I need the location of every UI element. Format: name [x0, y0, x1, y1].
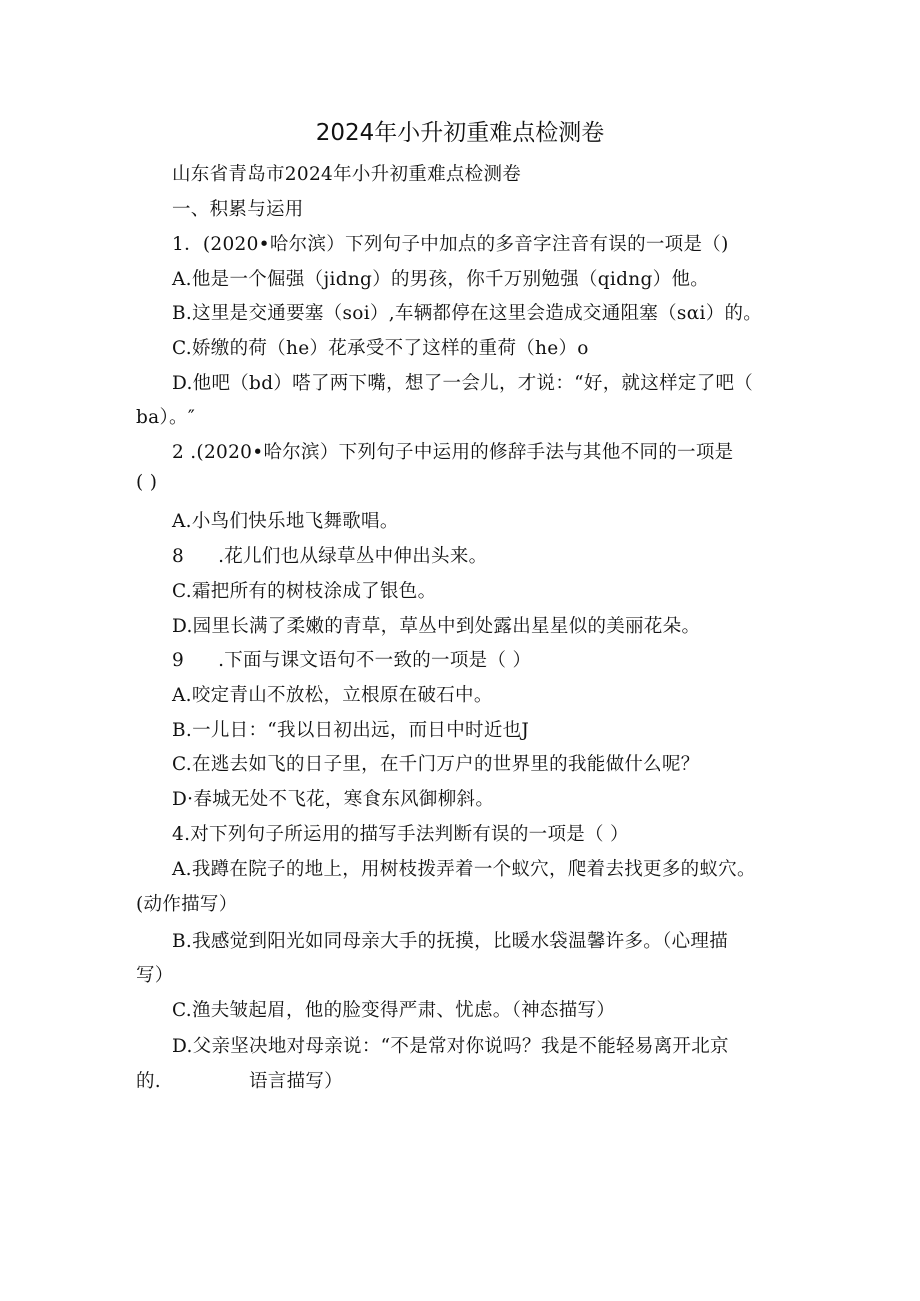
- question-4-option-d-line1: D.父亲坚决地对母亲说：“不是常对你说吗？我是不能轻易离开北京: [172, 1036, 729, 1057]
- question-4-option-d-line2: [136, 1067, 343, 1093]
- question-3-option-c: C.在逃去如飞的日子里，在千门万户的世界里的我能做什么呢？: [172, 754, 700, 775]
- question-2-option-d: D.园里长满了柔嫩的青草，草丛中到处露出星星似的美丽花朵。: [172, 616, 701, 637]
- section-heading: 一、积累与运用: [172, 199, 304, 220]
- question-1-option-c: C.娇缴的荷（he）花承受不了这样的重荷（he）o: [172, 338, 589, 359]
- question-3-option-d: D·春城无处不飞花，寒食东风御柳斜。: [172, 789, 495, 810]
- question-4-option-b-line2: 写）: [136, 965, 174, 986]
- subtitle: 山东省青岛市2024年小升初重难点检测卷: [172, 164, 522, 185]
- question-3-number: 9: [172, 650, 185, 671]
- question-4-stem: 4.对下列句子所运用的描写手法判断有误的一项是（ ）: [172, 824, 629, 845]
- question-1-option-d-line1: D.他吧（bd）嗒了两下嘴，想了一会儿，才说：“好，就这样定了吧（: [172, 373, 754, 394]
- question-4-option-c: C.渔夫皱起眉，他的脸变得严肃、忧虑。（神态描写）: [172, 1000, 616, 1021]
- question-1-option-b: B.这里是交通要塞（soi）,车辆都停在这里会造成交通阻塞（sαi）的。: [172, 303, 763, 324]
- question-4-option-a-line1: A.我蹲在院子的地上，用树枝拨弄着一个蚁穴，爬着去找更多的蚁穴。: [172, 859, 756, 880]
- question-2-option-b-text: .花儿们也从绿草丛中伸出头来。: [218, 546, 488, 567]
- question-2-option-c: C.霜把所有的树枝涂成了银色。: [172, 581, 437, 602]
- question-3-option-a: A.咬定青山不放松，立根原在破石中。: [172, 685, 493, 706]
- question-3-stem-text: .下面与课文语句不一致的一项是（ ）: [218, 650, 532, 671]
- question-4-option-a-line2: (动作描写）: [136, 894, 238, 915]
- question-3-option-b: B.一儿日：“我以日初出远，而日中时近也J: [172, 720, 530, 741]
- question-2-stem-line2: ( ): [136, 472, 158, 493]
- question-4-option-d-line2-start: 的.: [136, 1071, 161, 1092]
- question-1-option-a: A.他是一个倔强（jidng）的男孩，你千万别勉强（qidng）他。: [172, 269, 710, 290]
- page-title: 2024年小升初重难点检测卷: [315, 120, 605, 146]
- question-1-stem: 1．(2020•哈尔滨）下列句子中加点的多音字注音有误的一项是（): [172, 234, 729, 255]
- question-4-option-d-line2-end: 语言描写）: [248, 1071, 343, 1092]
- question-3-stem: [172, 646, 531, 672]
- question-2-option-a: A.小鸟们快乐地飞舞歌唱。: [172, 511, 399, 532]
- question-2-stem-line1: 2 .(2020•哈尔滨）下列句子中运用的修辞手法与其他不同的一项是: [172, 442, 734, 463]
- question-4-option-b-line1: B.我感觉到阳光如同母亲大手的抚摸，比暖水袋温馨许多。（心理描: [172, 931, 729, 952]
- question-1-option-d-line2: ba）。″: [136, 407, 196, 428]
- question-2-option-b-number: 8: [172, 546, 185, 567]
- question-2-option-b: [172, 542, 487, 568]
